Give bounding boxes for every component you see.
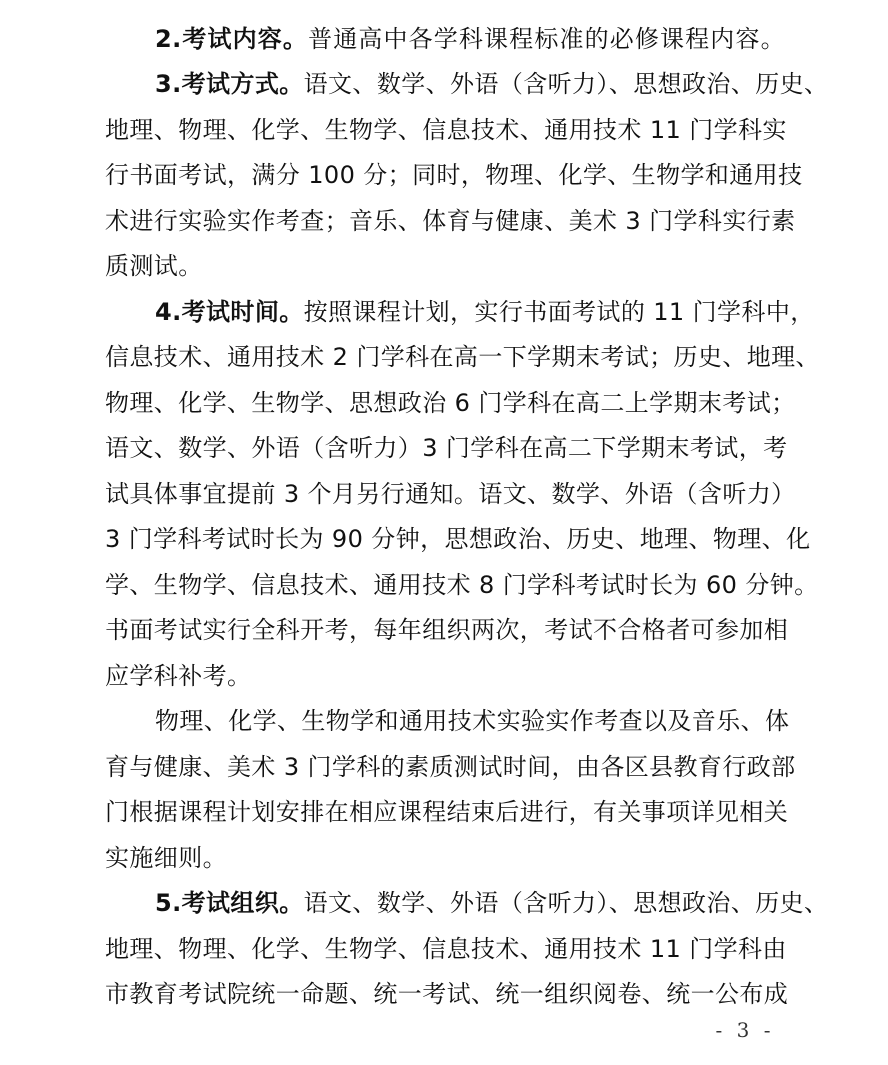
paragraph-exam-method: 3.考试方式。语文、数学、外语（含听力）、思想政治、历史、	[155, 70, 829, 98]
paragraph-exam-content: 2.考试内容。普通高中各学科课程标准的必修课程内容。	[155, 25, 785, 53]
text-line: 信息技术、通用技术 2 门学科在高一下学期末考试；历史、地理、	[105, 343, 820, 371]
text-line: 书面考试实行全科开考，每年组织两次，考试不合格者可参加相	[105, 616, 789, 644]
section-heading: 4.考试时间。	[155, 298, 304, 326]
text-line: 育与健康、美术 3 门学科的素质测试时间，由各区县教育行政部	[105, 753, 796, 781]
text-line: 试具体事宜提前 3 个月另行通知。语文、数学、外语（含听力）	[105, 480, 796, 508]
section-heading: 5.考试组织。	[155, 889, 304, 917]
paragraph-exam-time: 4.考试时间。按照课程计划，实行书面考试的 11 门学科中，	[155, 298, 815, 326]
text-line: 物理、化学、生物学、思想政治 6 门学科在高二上学期末考试；	[105, 389, 796, 417]
text-line: 学、生物学、信息技术、通用技术 8 门学科考试时长为 60 分钟。	[105, 571, 819, 599]
text-line: 语文、数学、外语（含听力）3 门学科在高二下学期末考试，考	[105, 434, 788, 462]
text-line: 3 门学科考试时长为 90 分钟，思想政治、历史、地理、物理、化	[105, 525, 811, 553]
text-line: 门根据课程计划安排在相应课程结束后进行，有关事项详见相关	[105, 798, 789, 826]
text-line: 地理、物理、化学、生物学、信息技术、通用技术 11 门学科由	[105, 935, 787, 963]
text-line: 质测试。	[105, 252, 203, 280]
text-line: 应学科补考。	[105, 662, 252, 690]
text-line: 市教育考试院统一命题、统一考试、统一组织阅卷、统一公布成	[105, 980, 789, 1008]
text-line: 地理、物理、化学、生物学、信息技术、通用技术 11 门学科实	[105, 116, 787, 144]
section-heading: 3.考试方式。	[155, 70, 304, 98]
text-line: 实施细则。	[105, 844, 227, 872]
text-line: 行书面考试，满分 100 分；同时，物理、化学、生物学和通用技	[105, 161, 803, 189]
paragraph-practical-tests: 物理、化学、生物学和通用技术实验实作考查以及音乐、体	[155, 707, 790, 735]
section-heading: 2.考试内容。	[155, 25, 309, 53]
text-line: 术进行实验实作考查；音乐、体育与健康、美术 3 门学科实行素	[105, 207, 796, 235]
paragraph-exam-organization: 5.考试组织。语文、数学、外语（含听力）、思想政治、历史、	[155, 889, 829, 917]
page-number: - 3 -	[715, 1018, 775, 1042]
